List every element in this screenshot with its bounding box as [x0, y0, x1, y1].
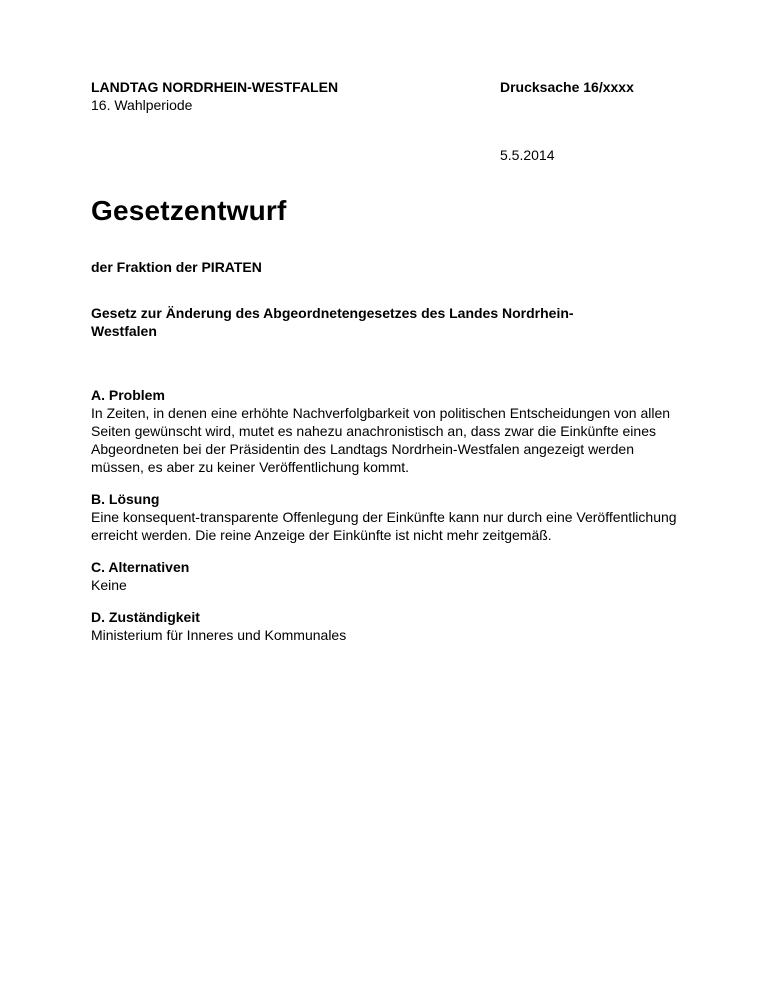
document-number: Drucksache 16/xxxx	[500, 79, 634, 95]
section-loesung	[91, 490, 688, 544]
legislative-period: 16. Wahlperiode	[91, 97, 193, 113]
document-date: 5.5.2014	[500, 147, 555, 163]
section-alternativen	[91, 558, 688, 594]
bill-subject-title: Gesetz zur Änderung des Abgeordnetengesetzes des Landes Nordrhein-Westfalen	[91, 305, 574, 339]
organization-name: LANDTAG NORDRHEIN-WESTFALEN	[91, 79, 339, 95]
section-loesung-heading: B. Lösung	[91, 491, 160, 507]
section-problem-heading: A. Problem	[91, 387, 165, 403]
header-right-block	[500, 78, 634, 164]
section-alternativen-heading: C. Alternativen	[91, 559, 190, 575]
document-title: Gesetzentwurf	[91, 195, 287, 226]
section-problem-body: In Zeiten, in denen eine erhöhte Nachverfolgbarkeit von politischen Entscheidungen von allen Seiten gewünscht wird, mutet es nahezu anachronistisch an, dass zwar die Einkünfte eines Abgeordneten bei der Präsidentin des Landtags Nordrhein-Westfalen angezeigt werden müssen, es aber zu keiner Veröffentlichung kommt.	[91, 405, 671, 475]
section-zustaendigkeit-body: Ministerium für Inneres und Kommunales	[91, 627, 347, 643]
section-zustaendigkeit	[91, 608, 688, 644]
section-alternativen-body: Keine	[91, 577, 127, 593]
section-problem	[91, 386, 688, 476]
section-zustaendigkeit-heading: D. Zuständigkeit	[91, 609, 200, 625]
section-loesung-body: Eine konsequent-transparente Offenlegung der Einkünfte kann nur durch eine Veröffentlichung erreicht werden. Die reine Anzeige der Einkünfte ist nicht mehr zeitgemäß.	[91, 509, 677, 543]
document-header	[91, 78, 688, 164]
header-left-block	[91, 78, 500, 114]
submitter-line: der Fraktion der PIRATEN	[91, 259, 262, 275]
